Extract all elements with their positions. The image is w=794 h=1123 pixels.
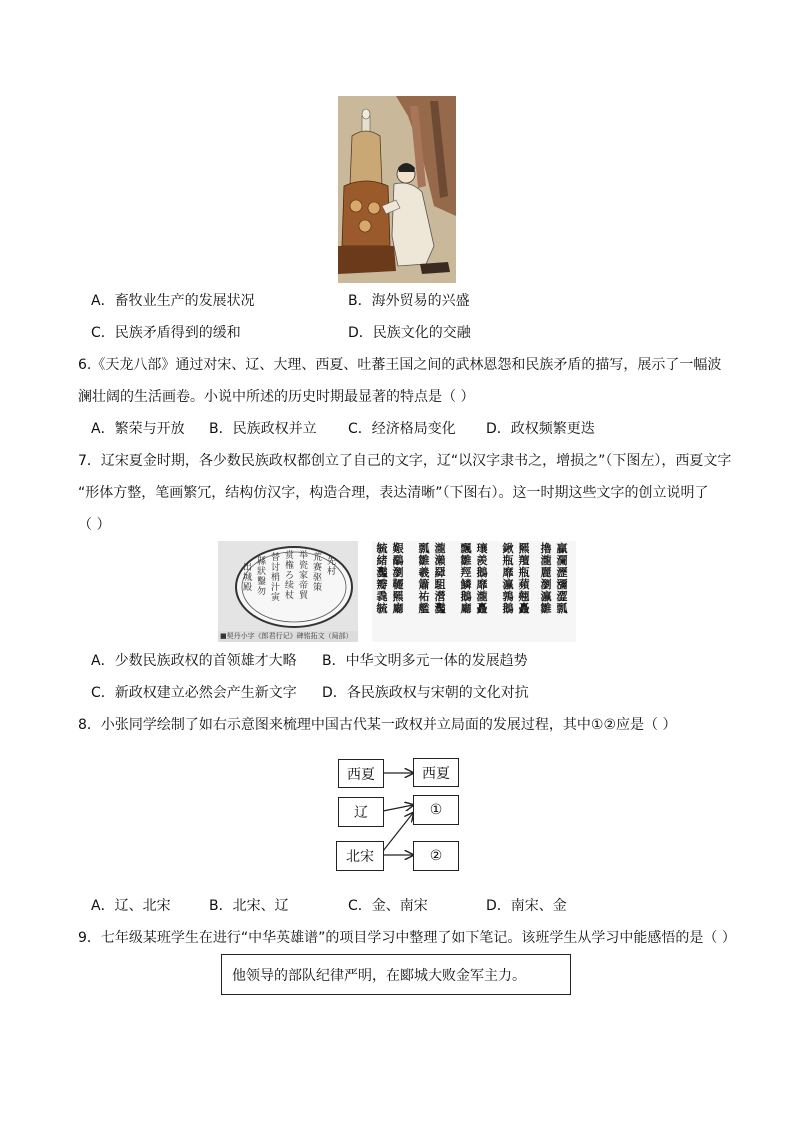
q9-note-box — [221, 954, 571, 995]
q6-option-c: C．经济格局变化 — [348, 421, 456, 437]
q7-stem-line3: （ ） — [78, 517, 111, 533]
xixia-script-image: 毓緒灩瓣毳毓 艱鷸瀏韆羆廳 瓢雛羲簫祐艦 瀧瀨羄駔瀯灩 飄雛羥鱗鵝廳 瓖羨鵝靡瀧矗 鍬瓶靡瀛鶉鵝 羆羶瓶蘋翹矗 擼瀧麗瀏瀛雛 贏瀾瀝瀰澀瓢 — [372, 541, 576, 642]
diagram-box-xixia-right: 西夏 — [413, 758, 459, 787]
diagram-box-blank-1: ① — [413, 795, 459, 825]
q8-option-b: B．北宋、辽 — [209, 898, 289, 914]
q9-stem: 9．七年级某班学生在进行“中华英雄谱”的项目学习中整理了如下笔记。该班学生从学习中能感悟的是（ ） — [78, 930, 736, 946]
q7-option-d: D．各民族政权与宋朝的文化对抗 — [322, 685, 529, 701]
khitan-script-rubbing-image: 出城殿 縣狀鑿勿 替讨梢汁寅 赏権ろ续杖 举瓷家帝貿 荒赛驱策 先村 ■契丹小字《郎君行记》碑铭拓文（局部） — [218, 541, 358, 642]
diagram-box-northern-song: 北宋 — [336, 841, 384, 871]
q6-option-b: B．民族政权并立 — [209, 421, 317, 437]
q6-option-d: D．政权频繁更迭 — [486, 421, 595, 437]
q6-stem-line2: 澜壮阔的生活画卷。小说中所述的历史时期最显著的特点是（ ） — [78, 389, 475, 405]
q7-option-b: B．中华文明多元一体的发展趋势 — [322, 653, 528, 669]
q7-stem-line2: “形体方整，笔画繁冗，结构仿汉字，构造合理，表达清晰”（下图右）。这一时期这些文字的创立说明了 — [78, 485, 709, 501]
q6-option-a: A．繁荣与开放 — [91, 421, 185, 437]
q8-stem: 8．小张同学绘制了如右示意图来梳理中国古代某一政权并立局面的发展过程，其中①②应是（ ） — [78, 717, 677, 733]
q7-stem-line1: 7．辽宋夏金时期，各少数民族政权都创立了自己的文字，辽“以汉字隶书之，增损之”（下图左），西夏文字 — [78, 453, 732, 469]
diagram-box-liao: 辽 — [338, 797, 384, 827]
q7-option-c: C．新政权建立必然会产生新文字 — [91, 685, 297, 701]
q8-option-c: C．金、南宋 — [348, 898, 428, 914]
q6-stem-line1: 6.《天龙八部》通过对宋、辽、大理、西夏、吐蕃王国之间的武林恩怨和民族矛盾的描写，展示了一幅波 — [78, 357, 722, 373]
q8-option-d: D．南宋、金 — [486, 898, 567, 914]
mural-painting-image — [338, 96, 456, 283]
q8-option-a: A．辽、北宋 — [91, 898, 171, 914]
q9-note-text: 他领导的部队纪律严明，在郾城大败金军主力。 — [232, 967, 526, 984]
q5-option-b: B．海外贸易的兴盛 — [348, 293, 470, 309]
diagram-box-xixia-left: 西夏 — [338, 759, 384, 788]
q5-option-d: D．民族文化的交融 — [348, 325, 471, 341]
diagram-box-blank-2: ② — [413, 841, 459, 871]
q5-option-c: C．民族矛盾得到的缓和 — [91, 325, 241, 341]
q5-option-a: A．畜牧业生产的发展状况 — [91, 293, 255, 309]
seal-caption: ■契丹小字《郎君行记》碑铭拓文（局部） — [220, 632, 353, 640]
q7-option-a: A．少数民族政权的首领雄才大略 — [91, 653, 297, 669]
